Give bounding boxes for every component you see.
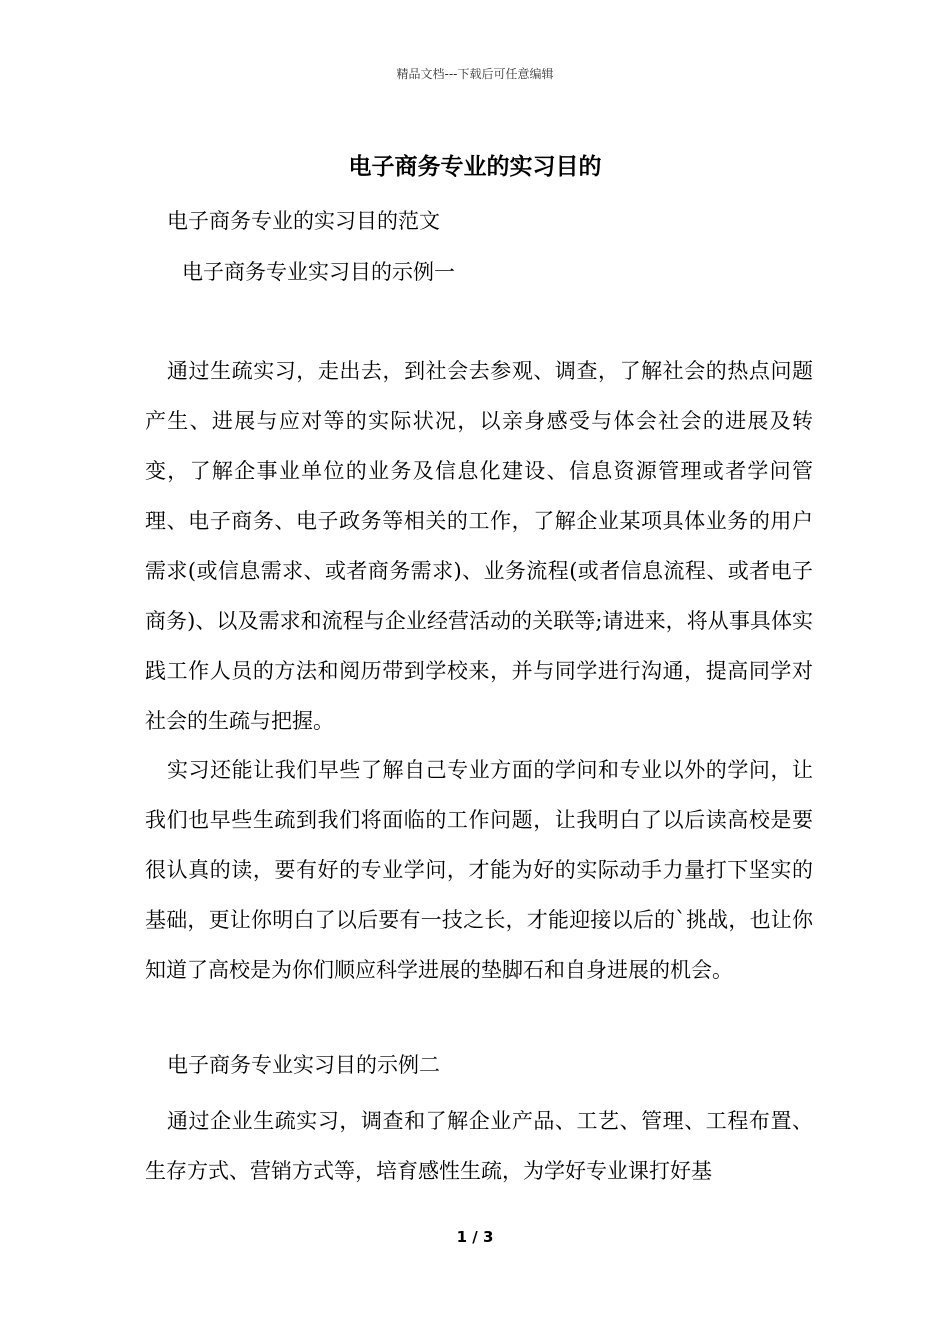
example-one-heading: 电子商务专业实习目的示例一: [182, 260, 455, 284]
document-title: 电子商务专业的实习目的: [348, 153, 602, 180]
paragraph-one: 通过生疏实习，走出去，到社会去参观、调查，了解社会的热点问题产生、进展与应对等的实际状况，以亲身感受与体会社会的进展及转变，了解企事业单位的业务及信息化建设、信息资源管理或者学问管理、电子商务、电子政务等相关的工作，了解企业某项具体业务的用户需求(或信息需求、或者商务需求)、业务流程(或者信息流程、或者电子商务)、以及需求和流程与企业经营活动的关联等;请进来，将从事具体实践工作人员的方法和阅历带到学校来，并与同学进行沟通，提高同学对社会的生疏与把握。: [145, 359, 813, 733]
document-subtitle: 电子商务专业的实习目的范文: [167, 209, 440, 233]
paragraph-two: 实习还能让我们早些了解自己专业方面的学问和专业以外的学问，让我们也早些生疏到我们将面临的工作问题，让我明白了以后读高校是要很认真的读，要有好的专业学问，才能为好的实际动手力量打下坚实的基础，更让你明白了以后要有一技之长，才能迎接以后的`挑战，也让你知道了高校是为你们顺应科学进展的垫脚石和自身进展的机会。: [145, 758, 813, 982]
page-number: 1 / 3: [456, 1228, 494, 1246]
page-header: 精品文档---下载后可任意编辑: [396, 67, 554, 81]
example-two-heading: 电子商务专业实习目的示例二: [167, 1053, 440, 1077]
paragraph-three: 通过企业生疏实习，调查和了解企业产品、工艺、管理、工程布置、生存方式、营销方式等，培育感性生疏，为学好专业课打好基: [145, 1109, 813, 1183]
